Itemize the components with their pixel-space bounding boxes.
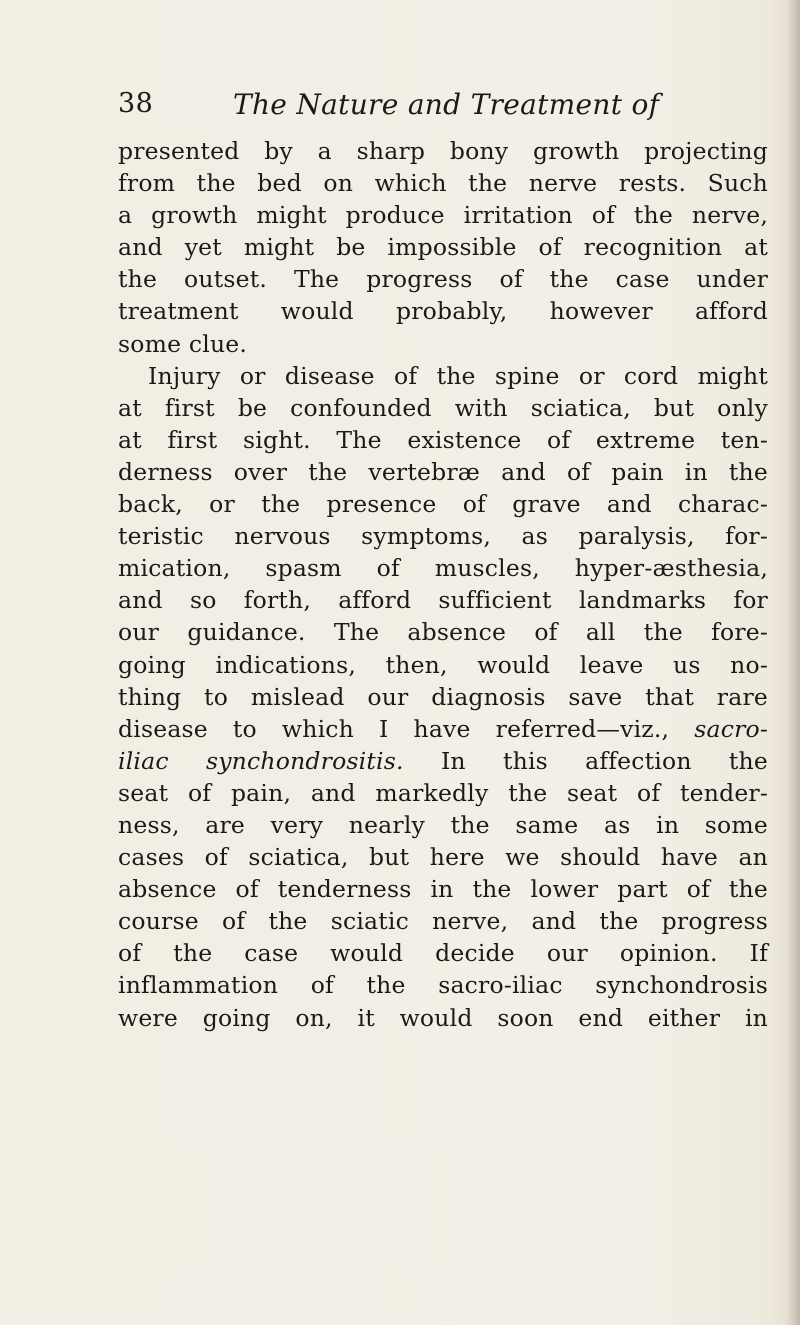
text-line: derness over the vertebræ and of pain in the <box>118 457 768 486</box>
page-header <box>118 88 718 128</box>
text-line: some clue. <box>118 329 248 358</box>
italic-term: iliac synchondrositis. <box>118 746 404 775</box>
text-line: mication, spasm of muscles, hyper-æsthesia, <box>118 554 768 583</box>
text-line: back, or the presence of grave and charac- <box>118 490 768 519</box>
text-run: In this affection the <box>440 746 769 775</box>
text-line: were going on, it would soon end either in <box>118 1003 768 1032</box>
text-line: inflammation of the sacro-iliac synchondrosis <box>118 971 768 1000</box>
text-line: and yet might be impossible of recognition at <box>118 233 768 262</box>
text-line: teristic nervous symptoms, as paralysis, for- <box>118 522 768 551</box>
text-line: seat of pain, and markedly the seat of tender- <box>118 778 768 807</box>
text-line-mixed <box>118 745 768 777</box>
text-line: thing to mislead our diagnosis save that rare <box>118 682 768 711</box>
text-line: Injury or disease of the spine or cord might <box>148 361 768 390</box>
text-line: of the case would decide our opinion. If <box>118 939 768 968</box>
page-number: 38 <box>118 88 154 119</box>
text-line-mixed <box>118 713 768 745</box>
text-line: absence of tenderness in the lower part of the <box>118 875 768 904</box>
text-line: at first be confounded with sciatica, but only <box>118 393 768 422</box>
text-line: course of the sciatic nerve, and the progress <box>118 907 768 936</box>
text-line: ness, are very nearly the same as in some <box>118 810 768 839</box>
text-line: cases of sciatica, but here we should have an <box>118 843 768 872</box>
text-line: a growth might produce irritation of the nerve, <box>118 201 768 230</box>
running-title: The Nature and Treatment of <box>233 88 660 121</box>
text-line: presented by a sharp bony growth projecting <box>118 137 768 165</box>
text-line: going indications, then, would leave us no- <box>118 650 768 679</box>
page-edge-shadow <box>786 0 800 1325</box>
body-text <box>118 135 768 1034</box>
text-line: the outset. The progress of the case under <box>118 265 768 294</box>
text-line: at first sight. The existence of extreme ten- <box>118 425 768 454</box>
text-line: treatment would probably, however afford <box>118 297 768 326</box>
text-line: our guidance. The absence of all the fore- <box>118 618 768 647</box>
text-run: disease to which I have referred—viz., <box>118 714 670 743</box>
text-line: from the bed on which the nerve rests. Such <box>118 169 768 198</box>
italic-term: sacro- <box>694 714 768 743</box>
text-line: and so forth, afford sufficient landmarks for <box>118 586 768 615</box>
